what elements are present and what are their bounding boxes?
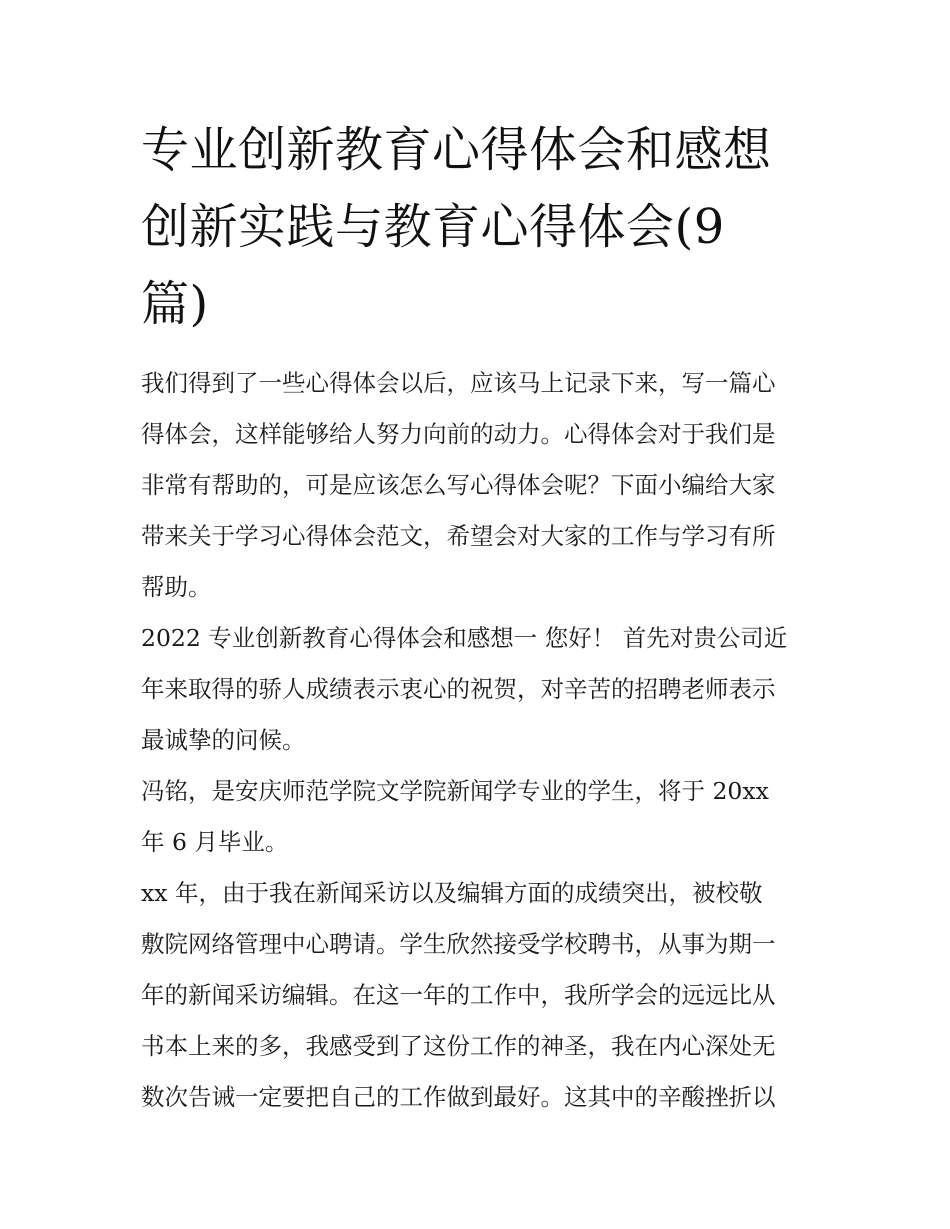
title-line: 创新实践与教育心得体会(9 (141, 199, 725, 255)
self-intro-paragraph (141, 766, 816, 868)
text-line: 冯铭，是安庆师范学院文学院新闻学专业的学生，将于 20xx (141, 777, 769, 805)
document-title (141, 112, 816, 343)
text-line: 非常有帮助的，可是应该怎么写心得体会呢？下面小编给大家 (141, 471, 776, 499)
intro-paragraph (141, 358, 816, 613)
text-line: 帮助。 (141, 573, 212, 601)
text-line: 年 6 月毕业。 (141, 828, 289, 856)
text-line: 书本上来的多，我感受到了这份工作的神圣，我在内心深处无 (141, 1032, 776, 1060)
title-line: 篇) (141, 276, 209, 332)
text-line: 最诚挚的问候。 (141, 726, 306, 754)
text-line: 带来关于学习心得体会范文，希望会对大家的工作与学习有所 (141, 522, 776, 550)
greeting-paragraph (141, 613, 816, 766)
text-line: 年的新闻采访编辑。在这一年的工作中，我所学会的远远比从 (141, 981, 776, 1009)
title-line: 专业创新教育心得体会和感想 (141, 122, 772, 178)
text-line: xx 年，由于我在新闻采访以及编辑方面的成绩突出，被校敬 (141, 879, 763, 907)
text-line: 年来取得的骄人成绩表示衷心的祝贺，对辛苦的招聘老师表示 (141, 675, 776, 703)
text-line: 我们得到了一些心得体会以后，应该马上记录下来，写一篇心 (141, 369, 776, 397)
text-line: 数次告诫一定要把自己的工作做到最好。这其中的辛酸挫折以 (141, 1083, 776, 1111)
experience-paragraph (141, 868, 816, 1123)
document-body (141, 112, 816, 1123)
text-line: 敷院网络管理中心聘请。学生欣然接受学校聘书，从事为期一 (141, 930, 776, 958)
text-line: 得体会，这样能够给人努力向前的动力。心得体会对于我们是 (141, 420, 776, 448)
text-line: 2022 专业创新教育心得体会和感想一 您好！ 首先对贵公司近 (141, 624, 788, 652)
